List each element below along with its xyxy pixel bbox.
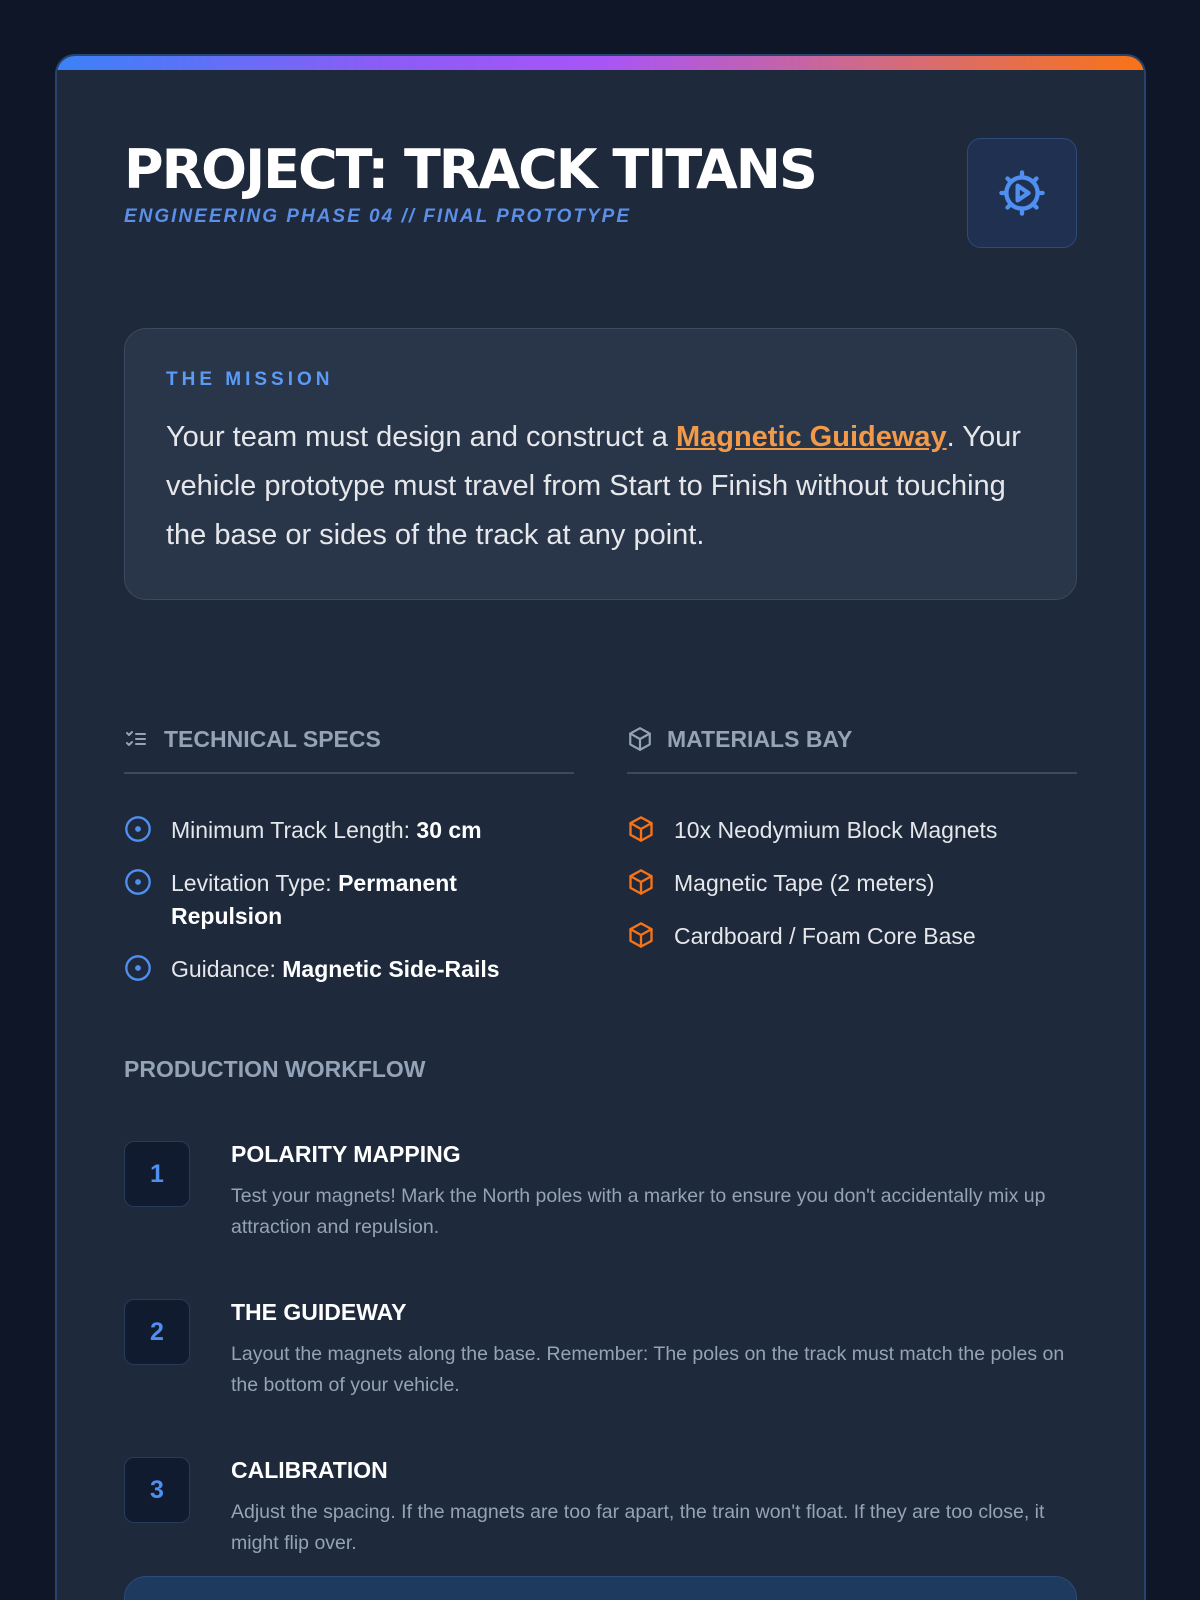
technical-specs-section [124,714,574,1006]
spec-item [124,814,574,847]
box-icon [627,726,653,752]
spec-item [124,867,574,933]
step-description: Adjust the spacing. If the magnets are too far apart, the train won't float. If they are too close, it might flip over. [231,1501,1045,1554]
target-icon [124,954,152,982]
box-icon [627,815,655,843]
step-title: POLARITY MAPPING [231,1141,461,1167]
mission-highlight-link[interactable]: Magnetic Guideway [675,421,947,453]
specs-list [124,814,574,986]
step-title: CALIBRATION [231,1457,388,1483]
workflow-step [124,1427,1077,1557]
materials-bay-title: MATERIALS BAY [667,725,853,752]
mission-label: THE MISSION [166,369,334,390]
gear-icon [996,167,1048,219]
workflow-title: PRODUCTION WORKFLOW [124,1056,426,1082]
materials-list [627,814,1077,953]
bottom-panel [124,1576,1077,1600]
header [124,138,1077,248]
page-title: PROJECT: TRACK TITANS [124,138,816,201]
step-number-badge: 3 [124,1457,190,1523]
material-item [627,867,1077,900]
step-number-badge: 1 [124,1141,190,1207]
technical-specs-header [124,714,574,774]
spec-value: 30 cm [416,817,482,843]
spec-text [171,814,482,847]
settings-button[interactable] [967,138,1077,248]
box-icon [627,921,655,949]
step-number-badge: 2 [124,1299,190,1365]
workflow-step [124,1111,1077,1241]
materials-bay-header [627,714,1077,774]
mission-text-before: Your team must design and construct a [166,421,676,453]
materials-bay-section [627,714,1077,973]
spec-label: Levitation Type: [171,870,339,896]
project-card [55,54,1146,1600]
page-subtitle: ENGINEERING PHASE 04 // FINAL PROTOTYPE [124,206,631,227]
spec-label: Minimum Track Length: [171,817,417,843]
mission-panel [124,328,1077,600]
spec-label: Guidance: [171,956,283,982]
spec-item [124,953,574,986]
spec-value: Magnetic Side-Rails [282,956,500,982]
workflow-step [124,1269,1077,1399]
target-icon [124,868,152,896]
mission-text [166,413,1035,560]
box-icon [627,868,655,896]
step-description: Test your magnets! Mark the North poles with a marker to ensure you don't accidentally mix up attraction and repulsion. [231,1185,1046,1238]
step-description: Layout the magnets along the base. Remember: The poles on the track must match the poles on the bottom of your vehicle. [231,1343,1065,1396]
target-icon [124,815,152,843]
checklist-icon [124,726,150,752]
material-label: 10x Neodymium Block Magnets [674,817,998,843]
material-item [627,814,1077,847]
material-item [627,920,1077,953]
spec-text [171,953,500,986]
step-title: THE GUIDEWAY [231,1299,407,1325]
material-label: Magnetic Tape (2 meters) [674,870,935,896]
gradient-topbar [57,56,1144,70]
mission-text-after: . Your vehicle prototype must travel from Start to Finish without touching the base or sides of the track at any point. [166,421,1021,551]
spec-text [171,867,574,933]
spec-value: Permanent Repulsion [171,870,457,929]
material-label: Cardboard / Foam Core Base [674,923,976,949]
technical-specs-title: TECHNICAL SPECS [164,725,381,752]
